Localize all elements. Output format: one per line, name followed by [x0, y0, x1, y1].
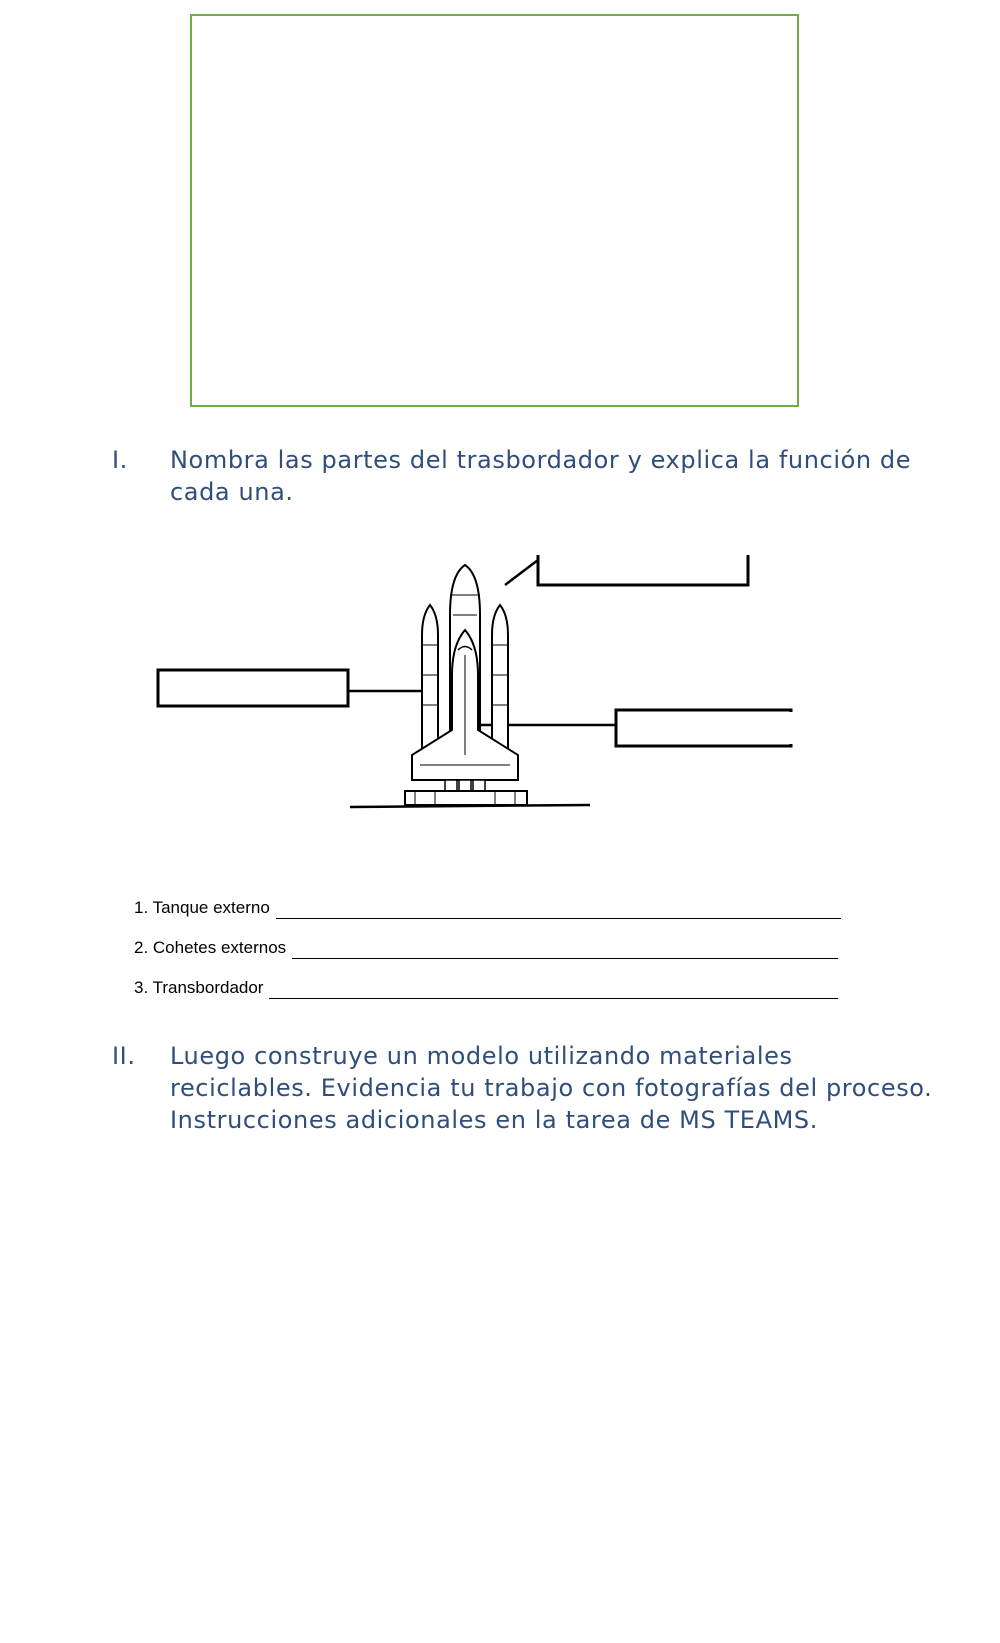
answer-row — [134, 960, 874, 1000]
question-1 — [112, 444, 942, 508]
question-1-number: I. — [112, 446, 128, 474]
ground-line — [350, 805, 590, 807]
answer-list — [134, 880, 874, 1000]
left-booster — [422, 605, 438, 755]
question-1-text: Nombra las partes del trasbordador y explica la función de cada una. — [170, 446, 912, 506]
answer-label-3: 3. Transbordador — [134, 978, 264, 997]
answer-line-2[interactable] — [292, 958, 838, 959]
answer-label-1: 1. Tanque externo — [134, 898, 270, 917]
answer-row — [134, 920, 874, 960]
image-frame — [190, 14, 799, 407]
space-shuttle-diagram — [150, 555, 810, 855]
launch-platform — [405, 791, 527, 805]
answer-row — [134, 880, 874, 920]
question-2-text: Luego construye un modelo utilizando materiales reciclables. Evidencia tu trabajo con fotografías del proceso. Instrucciones adicionales en la tarea de MS TEAMS. — [170, 1042, 933, 1134]
right-booster — [492, 605, 508, 755]
leader-line-top — [505, 560, 538, 585]
label-box-right[interactable] — [616, 710, 791, 746]
shuttle-illustration — [150, 555, 810, 855]
answer-line-1[interactable] — [276, 918, 841, 919]
question-2 — [112, 1040, 942, 1136]
answer-line-3[interactable] — [269, 998, 838, 999]
label-box-top-right[interactable] — [538, 555, 748, 585]
label-box-left[interactable] — [158, 670, 348, 706]
answer-label-2: 2. Cohetes externos — [134, 938, 287, 957]
question-2-number: II. — [112, 1042, 136, 1070]
